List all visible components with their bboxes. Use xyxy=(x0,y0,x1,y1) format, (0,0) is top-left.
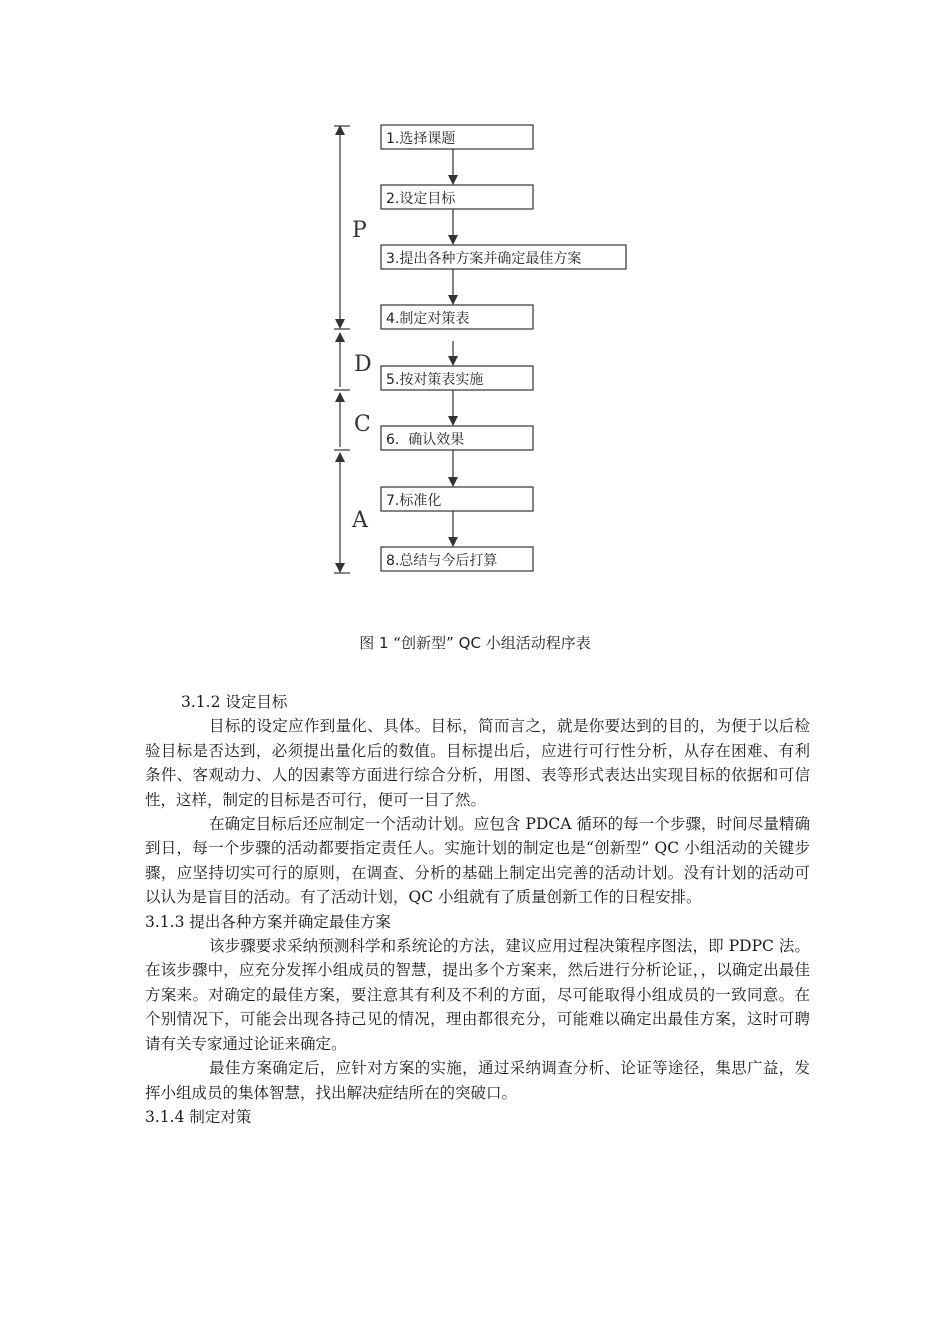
step-label-1: 1.选择课题 xyxy=(386,131,456,147)
phase-label-c: C xyxy=(354,412,371,437)
step-label-6: 6. 确认效果 xyxy=(386,432,465,448)
phase-a-bottom-arrow xyxy=(335,563,345,573)
phase-label-d: D xyxy=(354,352,372,377)
step-box-8 xyxy=(381,547,533,571)
phase-a-top-arrow xyxy=(335,452,345,462)
paragraph-breakthrough: 最佳方案确定后，应针对方案的实施，通过采纳调查分析、论证等途径，集思广益，发挥小组成员的集体智慧，找出解决症结所在的突破口。 xyxy=(145,1059,810,1102)
phase-label-p: P xyxy=(352,218,367,243)
step-box-4 xyxy=(381,305,533,329)
paragraph-pdpc-method: 该步骤要求采纳预测科学和系统论的方法，建议应用过程决策程序图法，即 PDPC 法。在该步骤中，应充分发挥小组成员的智慧，提出多个方案来，然后进行分析论证，，以确定出最佳方案来。对确定的最佳方案，要注意其有利及不利的方面，尽可能取得小组成员的一致同意。在个别情况下，可能会出现各持己见的情况，理由都很充分，可能难以确定出最佳方案，这时可聘请有关专家通过论证来确定。 xyxy=(145,937,810,1053)
paragraph-activity-plan: 在确定目标后还应制定一个活动计划。应包含 PDCA 循环的每一个步骤，时间尽量精确到日，每一个步骤的活动都要指定责任人。实施计划的制定也是“创新型” QC 小组活动的关键步骤，应坚持切实可行的原则，在调查、分析的基础上制定出完善的活动计划。没有计划的活动可以认为是盲目的活动。有了活动计划，QC 小组就有了质量创新工作的日程安排。 xyxy=(145,815,810,907)
phase-p-bottom-arrow xyxy=(335,319,345,329)
step-label-4: 4.制定对策表 xyxy=(386,311,470,327)
step-label-2: 2.设定目标 xyxy=(386,191,456,207)
step-label-8: 8.总结与今后打算 xyxy=(386,553,498,569)
section-heading-3-1-3: 3.1.3 提出各种方案并确定最佳方案 xyxy=(145,912,391,931)
body-text xyxy=(145,690,810,1129)
section-heading-3-1-2: 3.1.2 设定目标 xyxy=(181,693,288,711)
figure-caption: 图 1 “创新型” QC 小组活动程序表 xyxy=(359,634,591,652)
phase-label-a: A xyxy=(352,508,368,533)
step-box-7 xyxy=(381,487,533,511)
step-box-5 xyxy=(381,366,533,390)
step-box-1 xyxy=(381,125,533,149)
phase-d-top-arrow xyxy=(335,332,345,342)
step-box-6 xyxy=(381,426,533,450)
step-box-3 xyxy=(381,245,626,269)
step-label-7: 7.标准化 xyxy=(386,493,442,509)
phase-c-top-arrow xyxy=(335,392,345,402)
paragraph-target-setting: 目标的设定应作到量化、具体。目标，简而言之，就是你要达到的目的，为便于以后检验目标是否达到，必须提出量化后的数值。目标提出后，应进行可行性分析，从存在困难、有利条件、客观动力、人的因素等方面进行综合分析，用图、表等形式表达出实现目标的依据和可信性，这样，制定的目标是否可行，便可一目了然。 xyxy=(145,717,810,809)
step-box-2 xyxy=(381,185,533,209)
step-label-5: 5.按对策表实施 xyxy=(386,372,484,388)
qc-procedure-flowchart xyxy=(320,115,640,585)
section-heading-3-1-4: 3.1.4 制定对策 xyxy=(145,1107,252,1126)
step-label-3: 3.提出各种方案并确定最佳方案 xyxy=(386,251,582,267)
